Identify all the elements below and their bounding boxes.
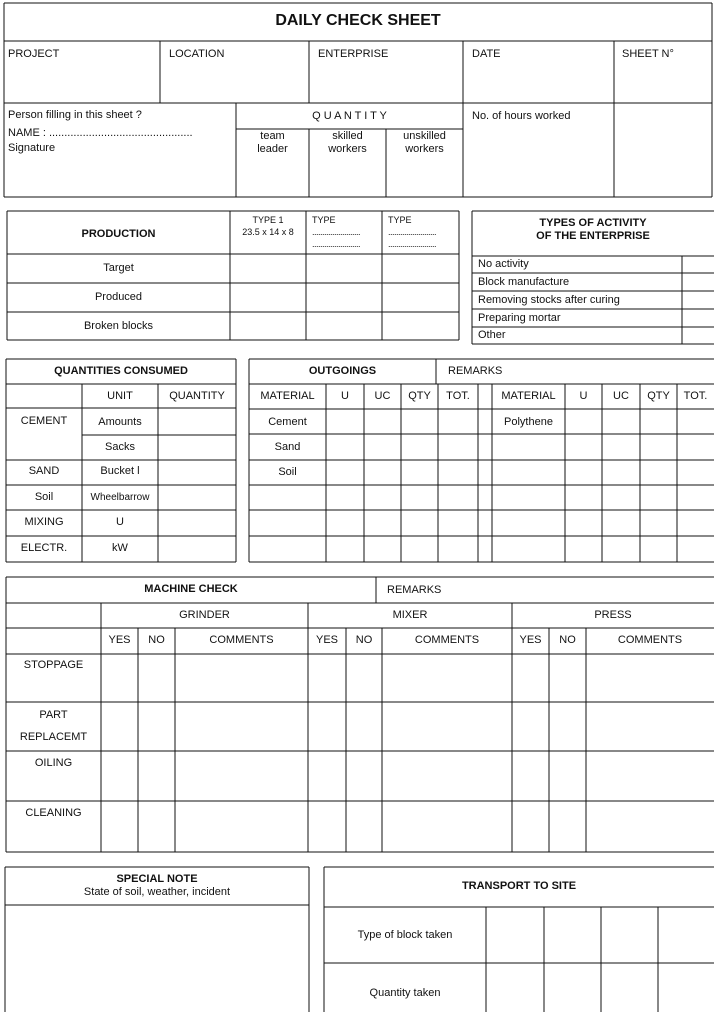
mixer-header: MIXER [392, 609, 428, 621]
consumed-unit: Sacks [105, 441, 135, 453]
outgoings-col-u-2: U [579, 390, 588, 402]
machine-row-cleaning: CLEANING [25, 807, 82, 819]
press-no: NO [559, 634, 576, 646]
production-row-target: Target [103, 262, 134, 274]
consumed-unit: Amounts [98, 416, 142, 428]
production-row-broken: Broken blocks [83, 320, 154, 332]
grinder-header: GRINDER [179, 609, 230, 621]
transport-row-quantity: Quantity taken [369, 987, 441, 999]
type3-dots-2: ........................ [388, 239, 437, 249]
type2-dots-2: ........................ [312, 239, 361, 249]
outgoings-remarks: REMARKS [448, 365, 503, 377]
outgoings-col-tot: TOT. [446, 390, 470, 402]
grinder-comments: COMMENTS [209, 634, 274, 646]
machine-row-replacement: REPLACEMT [19, 731, 88, 743]
team-leader-label-2: leader [257, 143, 288, 155]
activity-item: Block manufacture [478, 276, 570, 288]
consumed-quantity-header: QUANTITY [169, 390, 225, 402]
name-line: NAME : ............................................... [8, 127, 193, 139]
consumed-unit: Bucket l [100, 465, 140, 477]
team-leader-label: team [260, 130, 285, 142]
consumed-material: ELECTR. [20, 542, 68, 554]
type1-dimensions: 23.5 x 14 x 8 [242, 227, 294, 237]
special-note-subtitle: State of soil, weather, incident [83, 886, 231, 898]
mixer-yes: YES [315, 634, 338, 646]
outgoings-col-u: U [341, 390, 349, 402]
type2-dots-1: ........................ [312, 227, 361, 237]
activity-item: Other [478, 329, 506, 341]
consumed-unit-header: UNIT [107, 390, 133, 402]
press-yes: YES [519, 634, 542, 646]
press-comments: COMMENTS [617, 634, 683, 646]
type3-dots-1: ........................ [388, 227, 437, 237]
consumed-material: Soil [34, 491, 54, 503]
transport-row-block-type: Type of block taken [357, 929, 453, 941]
machine-row-stoppage: STOPPAGE [23, 659, 84, 671]
quantity-header: Q U A N T I T Y [312, 110, 387, 122]
outgoings-col-material-2: MATERIAL [501, 390, 556, 402]
consumed-material: SAND [28, 465, 60, 477]
mixer-comments: COMMENTS [414, 634, 480, 646]
project-field-label: PROJECT [8, 48, 60, 60]
consumed-material: CEMENT [20, 415, 68, 427]
location-field-label: LOCATION [169, 48, 225, 60]
skilled-workers-label-2: workers [328, 143, 367, 155]
outgoings-col-uc: UC [374, 390, 391, 402]
outgoings-item: Cement [268, 416, 307, 428]
activity-item: No activity [478, 258, 529, 270]
date-field-label: DATE [472, 48, 501, 60]
consumed-unit: Wheelbarrow [90, 492, 150, 503]
activity-item: Removing stocks after curing [478, 294, 620, 306]
grinder-yes: YES [108, 634, 131, 646]
machine-remarks: REMARKS [387, 584, 442, 596]
grinder-no: NO [148, 634, 165, 646]
special-note-header: SPECIAL NOTE [116, 873, 198, 885]
outgoings-col-uc-2: UC [613, 390, 629, 402]
person-filling-label: Person filling in this sheet ? [8, 109, 142, 121]
skilled-workers-label: skilled [332, 130, 363, 142]
activity-header-2: OF THE ENTERPRISE [536, 230, 650, 242]
activity-item: Preparing mortar [478, 312, 561, 324]
outgoings-col-tot-2: TOT. [683, 390, 708, 402]
outgoings-col-qty-2: QTY [647, 390, 670, 402]
type2-label: TYPE [312, 215, 336, 225]
enterprise-field-label: ENTERPRISE [318, 48, 389, 60]
unskilled-workers-label-2: workers [405, 143, 444, 155]
outgoings-item: Soil [278, 466, 297, 478]
outgoings-item: Polythene [504, 416, 553, 428]
hours-worked-label: No. of hours worked [472, 110, 571, 122]
mixer-no: NO [355, 634, 373, 646]
machine-row-part: PART [39, 709, 68, 721]
press-header: PRESS [594, 609, 632, 621]
consumed-unit: U [116, 516, 124, 528]
consumed-header: QUANTITIES CONSUMED [54, 365, 188, 377]
production-header: PRODUCTION [81, 228, 156, 240]
sheet-number-label: SHEET N° [622, 48, 674, 60]
production-row-produced: Produced [94, 291, 143, 303]
type1-label: TYPE 1 [252, 215, 284, 225]
outgoings-item: Sand [274, 441, 301, 453]
outgoings-col-material: MATERIAL [260, 390, 315, 402]
outgoings-header: OUTGOINGS [308, 365, 377, 377]
outgoings-col-qty: QTY [408, 390, 431, 402]
page-title: DAILY CHECK SHEET [275, 12, 441, 29]
unskilled-workers-label: unskilled [403, 130, 446, 142]
signature-label: Signature [8, 142, 56, 154]
transport-header: TRANSPORT TO SITE [461, 880, 577, 892]
type3-label: TYPE [388, 215, 412, 225]
consumed-material: MIXING [24, 516, 64, 528]
activity-header: TYPES OF ACTIVITY [539, 217, 647, 229]
machine-row-oiling: OILING [34, 757, 73, 769]
consumed-unit: kW [112, 542, 128, 554]
machine-check-header: MACHINE CHECK [144, 583, 238, 595]
